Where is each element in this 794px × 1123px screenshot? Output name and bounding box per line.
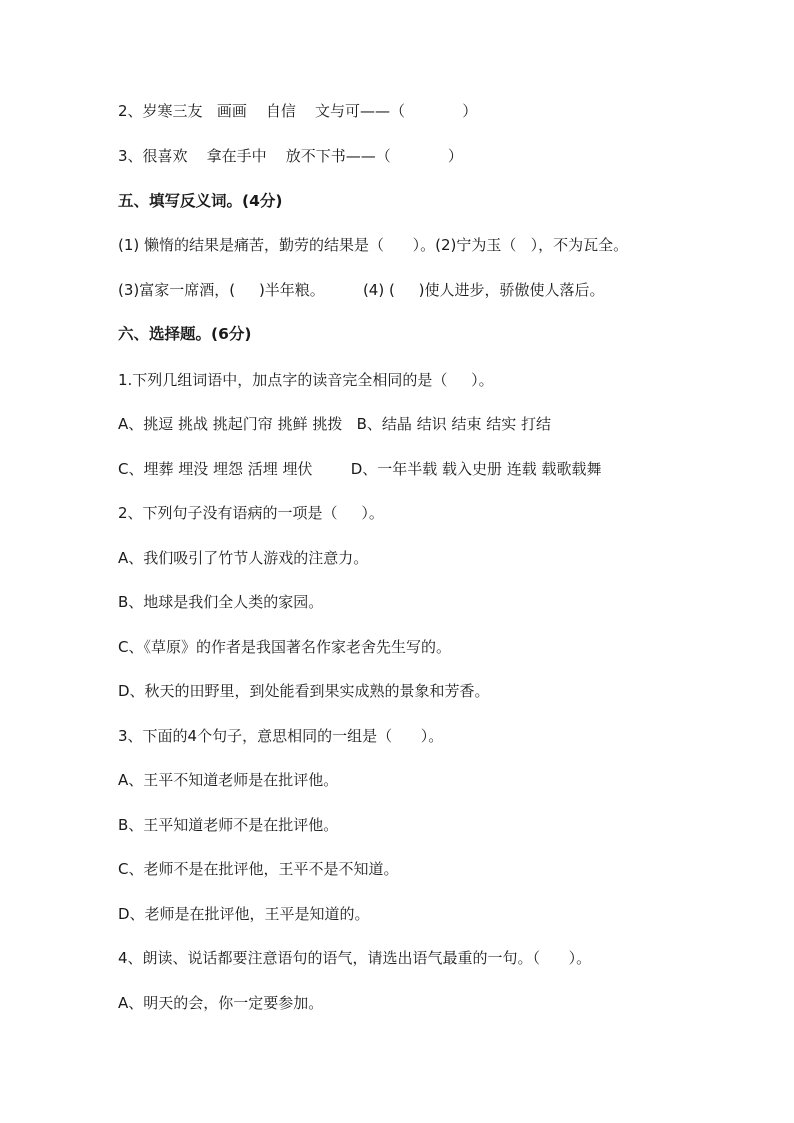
antonym-line-1: (1) 懒惰的结果是痛苦，勤劳的结果是（ ）。(2)宁为玉（ ），不为瓦全。 bbox=[118, 236, 629, 254]
question-line-2: 2、岁寒三友 画画 自信 文与可——（ ） bbox=[118, 102, 478, 120]
choice-question-2: 2、下列句子没有语病的一项是（ ）。 bbox=[118, 504, 384, 522]
choice-2-option-c: C、《草原》的作者是我国著名作家老舍先生写的。 bbox=[118, 638, 451, 656]
choice-4-option-a: A、明天的会，你一定要参加。 bbox=[118, 994, 324, 1012]
choice-2-option-a: A、我们吸引了竹节人游戏的注意力。 bbox=[118, 549, 369, 567]
choice-3-option-d: D、老师是在批评他，王平是知道的。 bbox=[118, 905, 370, 923]
section-heading-antonyms: 五、填写反义词。(4分) bbox=[118, 192, 283, 210]
choice-question-3: 3、下面的4个句子，意思相同的一组是（ ）。 bbox=[118, 727, 444, 745]
choice-2-option-b: B、地球是我们全人类的家园。 bbox=[118, 593, 324, 611]
choice-question-1: 1.下列几组词语中，加点字的读音完全相同的是（ ）。 bbox=[118, 371, 494, 389]
choice-3-option-c: C、老师不是在批评他，王平不是不知道。 bbox=[118, 860, 399, 878]
question-line-3: 3、很喜欢 拿在手中 放不下书——（ ） bbox=[118, 147, 463, 165]
choice-1-options-ab: A、挑逗 挑战 挑起门帘 挑鲜 挑拨 B、结晶 结识 结束 结实 打结 bbox=[118, 415, 552, 433]
choice-3-option-a: A、王平不知道老师是在批评他。 bbox=[118, 771, 339, 789]
choice-question-4: 4、朗读、说话都要注意语句的语气，请选出语气最重的一句。（ ）。 bbox=[118, 949, 592, 967]
choice-1-options-cd: C、埋葬 埋没 埋怨 活埋 埋伏 D、一年半载 载入史册 连载 载歌载舞 bbox=[118, 460, 602, 478]
choice-2-option-d: D、秋天的田野里，到处能看到果实成熟的景象和芳香。 bbox=[118, 682, 490, 700]
antonym-line-2: (3)富家一席酒，( )半年粮。 (4) ( )使人进步，骄傲使人落后。 bbox=[118, 281, 605, 299]
choice-3-option-b: B、王平知道老师不是在批评他。 bbox=[118, 816, 339, 834]
section-heading-choice: 六、选择题。(6分) bbox=[118, 325, 252, 343]
